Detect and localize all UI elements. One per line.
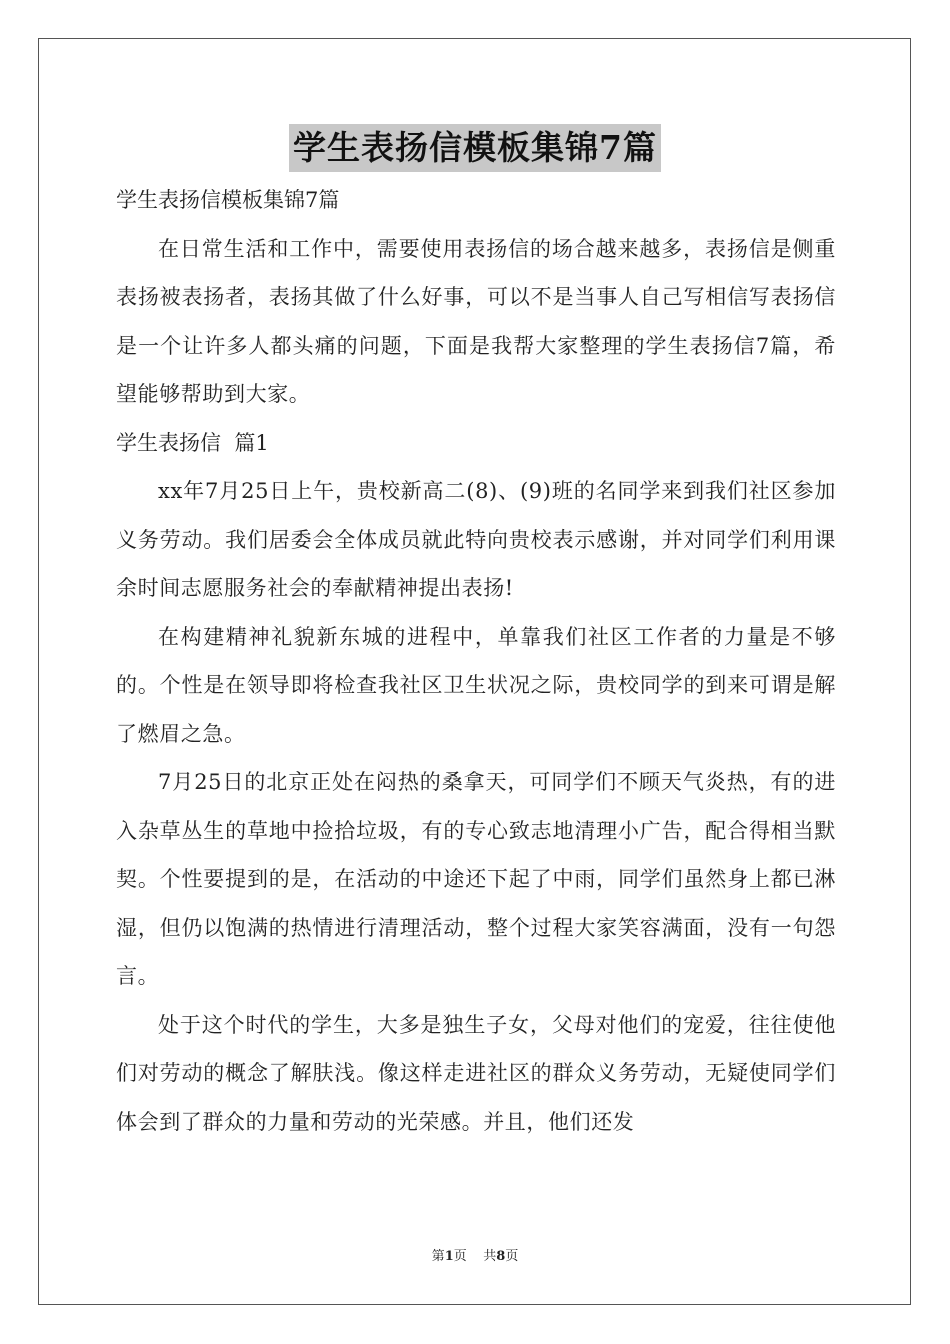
footer-page-total: 8	[496, 1249, 506, 1264]
body-paragraph-2: 在构建精神礼貌新东城的进程中，单靠我们社区工作者的力量是不够的。个性是在领导即将检查我社区卫生状况之际，贵校同学的到来可谓是解了燃眉之急。	[116, 624, 836, 746]
intro-paragraph: 在日常生活和工作中，需要使用表扬信的场合越来越多，表扬信是侧重表扬被表扬者，表扬其做了什么好事，可以不是当事人自己写相信写表扬信是一个让许多人都头痛的问题，下面是我帮大家整理的学生表扬信7篇，希望能够帮助到大家。	[116, 236, 836, 406]
section-heading: 学生表扬信 篇1	[116, 430, 269, 455]
body-paragraph-3: 7月25日的北京正处在闷热的桑拿天，可同学们不顾天气炎热，有的进入杂草丛生的草地中捡拾垃圾，有的专心致志地清理小广告，配合得相当默契。个性要提到的是，在活动的中途还下起了中雨，同学们虽然身上都已淋湿，但仍以饱满的热情进行清理活动，整个过程大家笑容满面，没有一句怨言。	[116, 770, 836, 988]
page-footer	[0, 1245, 950, 1264]
title-area	[0, 124, 950, 172]
footer-prefix: 第	[431, 1249, 445, 1264]
footer-mid: 页 共	[453, 1249, 497, 1264]
footer-page-current: 1	[444, 1249, 454, 1264]
body-paragraph-4: 处于这个时代的学生，大多是独生子女，父母对他们的宠爱，往往使他们对劳动的概念了解肤浅。像这样走进社区的群众义务劳动，无疑使同学们体会到了群众的力量和劳动的光荣感。并且，他们还发	[116, 1012, 836, 1134]
document-subtitle: 学生表扬信模板集锦7篇	[116, 188, 340, 212]
footer-suffix: 页	[505, 1249, 519, 1264]
body-paragraph-1: xx年7月25日上午，贵校新高二(8)、(9)班的名同学来到我们社区参加义务劳动。我们居委会全体成员就此特向贵校表示感谢，并对同学们利用课余时间志愿服务社会的奉献精神提出表扬!	[116, 479, 836, 600]
document-title: 学生表扬信模板集锦7篇	[289, 124, 661, 172]
document-body	[116, 176, 836, 1146]
